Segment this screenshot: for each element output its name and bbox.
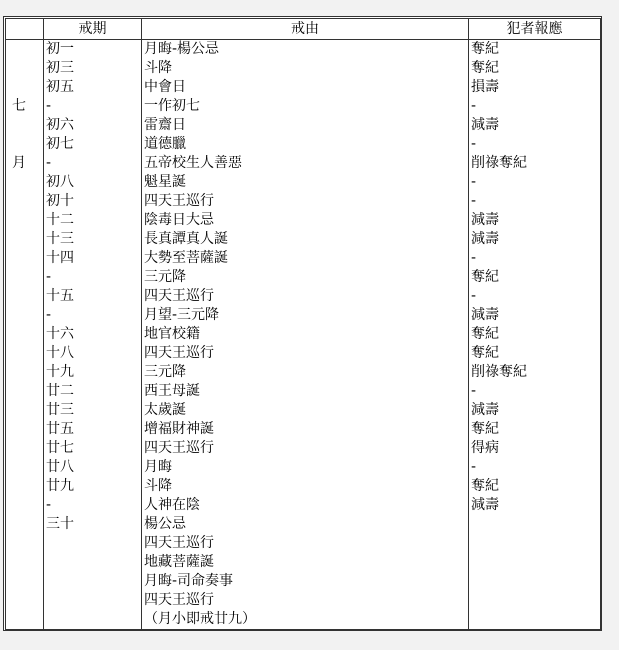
precept-calendar-table — [5, 18, 601, 630]
penalty-entry: - — [471, 459, 477, 475]
reason-entry: 地官校籍 — [144, 326, 200, 342]
penalty-entry — [469, 553, 600, 572]
reason-entry: 月晦 — [144, 459, 172, 475]
month-char: 月 — [12, 155, 26, 171]
penalty-entry: 奪紀 — [471, 41, 499, 57]
date-entry: 初一 — [46, 41, 74, 57]
date-entry: - — [46, 307, 52, 323]
date-entry: 初七 — [46, 136, 74, 152]
penalty-entry — [469, 534, 600, 553]
month-cell — [6, 40, 44, 630]
date-entry — [44, 534, 141, 553]
reason-entry: 三元降 — [144, 269, 186, 285]
body-row — [6, 40, 601, 630]
header-date: 戒期 — [44, 19, 142, 40]
reason-entry: 太歲誕 — [144, 402, 186, 418]
reason-entry: 四天王巡行 — [144, 345, 214, 361]
reason-entry: 大勢至菩薩誕 — [144, 250, 228, 266]
reason-entry: 雷齋日 — [144, 117, 186, 133]
date-entry: 廿二 — [46, 383, 74, 399]
penalty-entry: - — [471, 288, 477, 304]
date-entry: 廿七 — [46, 440, 74, 456]
header-month — [6, 19, 44, 40]
penalty-entry: 奪紀 — [471, 478, 499, 494]
date-entry: 十九 — [46, 364, 74, 380]
penalty-entry — [469, 610, 600, 629]
penalty-entry: 減壽 — [471, 212, 499, 228]
reason-entry: 五帝校生人善惡 — [144, 155, 242, 171]
reason-entry: 月晦-司命奏事 — [144, 573, 234, 589]
date-entry: 十四 — [46, 250, 74, 266]
header-penalty: 犯者報應 — [469, 19, 601, 40]
date-entry — [44, 553, 141, 572]
reason-entry: 四天王巡行 — [144, 288, 214, 304]
reason-entry: 楊公忌 — [144, 516, 186, 532]
penalty-entry: 減壽 — [471, 231, 499, 247]
reason-entry: 陰毒日大忌 — [144, 212, 214, 228]
penalty-entry: 減壽 — [471, 497, 499, 513]
penalty-entry — [469, 591, 600, 610]
reason-entry: 長真譚真人誕 — [144, 231, 228, 247]
penalty-entry: 得病 — [471, 440, 499, 456]
date-entry: 十六 — [46, 326, 74, 342]
date-entry: 十二 — [46, 212, 74, 228]
date-entry — [44, 610, 141, 629]
header-row — [6, 19, 601, 40]
date-entry: - — [46, 155, 52, 171]
reason-entry: 月望-三元降 — [144, 307, 220, 323]
date-entry: 三十 — [46, 516, 74, 532]
reason-entry: 道德臘 — [144, 136, 186, 152]
reason-entry: 中會日 — [144, 79, 186, 95]
date-entry: 初三 — [46, 60, 74, 76]
reason-entry: 斗降 — [144, 478, 172, 494]
header-reason: 戒由 — [142, 19, 469, 40]
date-column — [44, 40, 142, 630]
reason-entry: 四天王巡行 — [144, 535, 214, 551]
penalty-entry: 減壽 — [471, 307, 499, 323]
penalty-entry: 削祿奪紀 — [471, 155, 527, 171]
date-entry: - — [46, 269, 52, 285]
penalty-entry: - — [471, 193, 477, 209]
reason-entry: （月小即戒廿九） — [144, 611, 256, 627]
penalty-entry: 奪紀 — [471, 60, 499, 76]
date-entry: 廿九 — [46, 478, 74, 494]
penalty-entry: - — [471, 136, 477, 152]
reason-entry: 魁星誕 — [144, 174, 186, 190]
reason-entry: 地藏菩薩誕 — [144, 554, 214, 570]
date-entry: 十八 — [46, 345, 74, 361]
date-entry — [44, 572, 141, 591]
reason-entry: 三元降 — [144, 364, 186, 380]
month-char: 七 — [12, 98, 26, 114]
date-entry: 初五 — [46, 79, 74, 95]
penalty-column — [469, 40, 601, 630]
penalty-entry: 減壽 — [471, 402, 499, 418]
date-entry: 初六 — [46, 117, 74, 133]
penalty-entry — [469, 572, 600, 591]
date-entry: - — [46, 98, 52, 114]
penalty-entry: 奪紀 — [471, 421, 499, 437]
reason-entry: 四天王巡行 — [144, 440, 214, 456]
penalty-entry: 損壽 — [471, 79, 499, 95]
reason-entry: 月晦-楊公忌 — [144, 41, 220, 57]
date-entry — [44, 591, 141, 610]
penalty-entry: 奪紀 — [471, 345, 499, 361]
reason-entry: 一作初七 — [144, 98, 200, 114]
reason-entry: 四天王巡行 — [144, 193, 214, 209]
penalty-entry: 奪紀 — [471, 269, 499, 285]
penalty-entry: 削祿奪紀 — [471, 364, 527, 380]
reason-entry: 西王母誕 — [144, 383, 200, 399]
date-entry: 十三 — [46, 231, 74, 247]
penalty-entry: - — [471, 174, 477, 190]
date-entry: 初十 — [46, 193, 74, 209]
reason-column — [142, 40, 469, 630]
penalty-entry: - — [471, 250, 477, 266]
date-entry: 廿五 — [46, 421, 74, 437]
reason-entry: 斗降 — [144, 60, 172, 76]
penalty-entry: 減壽 — [471, 117, 499, 133]
date-entry: 廿三 — [46, 402, 74, 418]
date-entry: - — [46, 497, 52, 513]
penalty-entry: 奪紀 — [471, 326, 499, 342]
reason-entry: 人神在陰 — [144, 497, 200, 513]
date-entry: 十五 — [46, 288, 74, 304]
penalty-entry: - — [471, 383, 477, 399]
date-entry: 廿八 — [46, 459, 74, 475]
penalty-entry: - — [471, 98, 477, 114]
date-entry: 初八 — [46, 174, 74, 190]
reason-entry: 增福財神誕 — [144, 421, 214, 437]
calendar-table-frame — [3, 16, 602, 631]
penalty-entry — [469, 515, 600, 534]
reason-entry: 四天王巡行 — [144, 592, 214, 608]
